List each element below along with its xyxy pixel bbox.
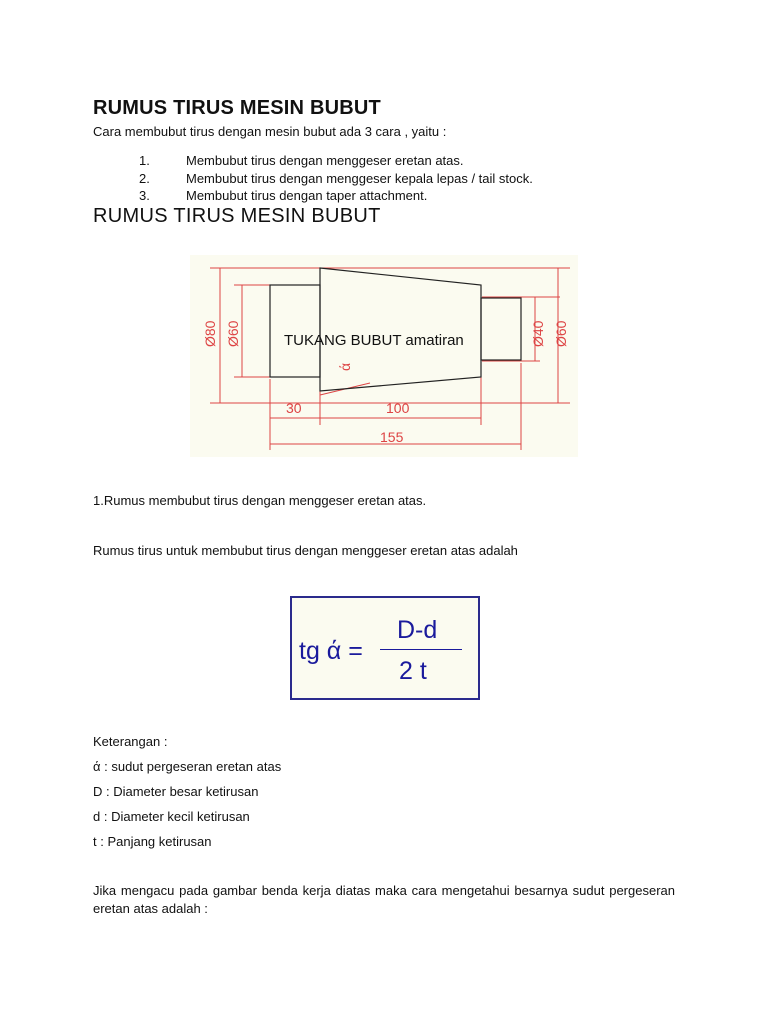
legend-title: Keterangan : <box>93 734 168 749</box>
technical-drawing <box>190 255 578 457</box>
formula-lhs: tg ά = <box>299 637 363 665</box>
workpiece-drawing-svg <box>190 255 578 457</box>
formula-denominator: 2 t <box>399 657 427 685</box>
list-item-number: 1. <box>139 153 150 168</box>
formula-intro: Rumus tirus untuk membubut tirus dengan menggeser eretan atas adalah <box>93 543 518 558</box>
list-item: Membubut tirus dengan menggeser kepala lepas / tail stock. <box>186 171 533 186</box>
diameter-80-label: Ø80 <box>202 320 218 347</box>
formula-numerator: D-d <box>397 616 438 644</box>
angle-label: ά <box>337 362 353 371</box>
length-155-label: 155 <box>380 429 404 445</box>
legend-item: ά : sudut pergeseran eretan atas <box>93 759 282 774</box>
fraction-bar <box>380 649 462 650</box>
closing-paragraph: Jika mengacu pada gambar benda kerja diatas maka cara mengetahui besarnya sudut pergeseran eretan atas adalah : <box>93 883 675 916</box>
formula-box <box>290 596 480 700</box>
list-item-number: 2. <box>139 171 150 186</box>
length-100-label: 100 <box>386 400 410 416</box>
legend-item: t : Panjang ketirusan <box>93 834 212 849</box>
length-30-label: 30 <box>286 400 302 416</box>
legend-item: D : Diameter besar ketirusan <box>93 784 259 799</box>
legend-item: d : Diameter kecil ketirusan <box>93 809 250 824</box>
workpiece-outline <box>270 268 521 391</box>
diameter-60-right-label: Ø60 <box>553 320 569 347</box>
section-heading: RUMUS TIRUS MESIN BUBUT <box>93 205 381 227</box>
dimension-lines <box>210 268 570 450</box>
page-title: RUMUS TIRUS MESIN BUBUT <box>93 97 381 119</box>
intro-text: Cara membubut tirus dengan mesin bubut ada 3 cara , yaitu : <box>93 124 447 139</box>
list-item: Membubut tirus dengan menggeser eretan atas. <box>186 153 464 168</box>
list-item: Membubut tirus dengan taper attachment. <box>186 188 428 203</box>
diameter-60-left-label: Ø60 <box>225 320 241 347</box>
drawing-watermark: TUKANG BUBUT amatiran <box>284 332 464 349</box>
list-item-number: 3. <box>139 188 150 203</box>
diameter-40-label: Ø40 <box>530 320 546 347</box>
section-1-heading: 1.Rumus membubut tirus dengan menggeser eretan atas. <box>93 493 427 508</box>
